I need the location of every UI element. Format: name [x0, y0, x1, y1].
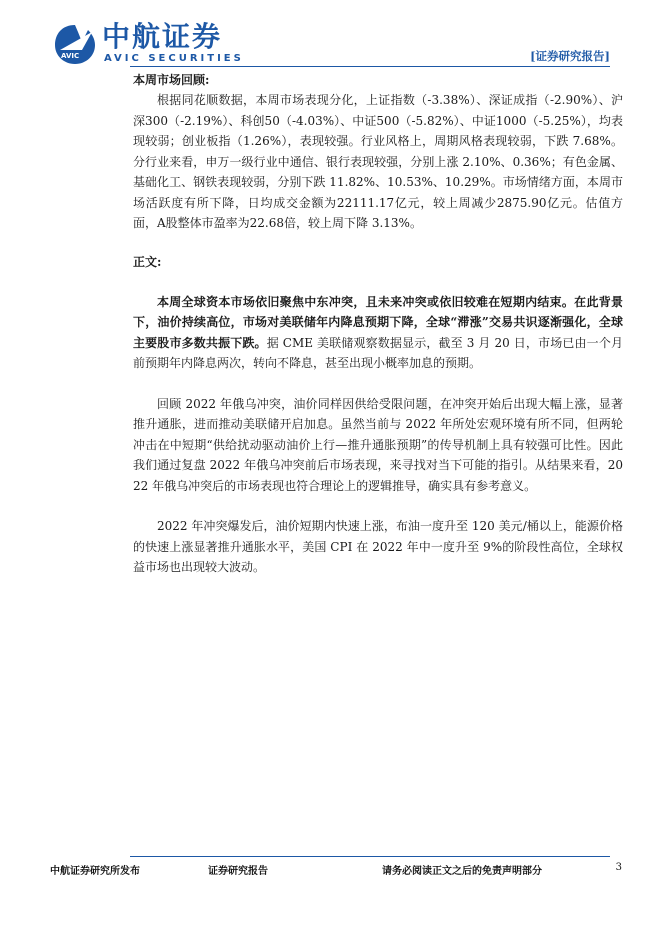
- footer-report-type: 证券研究报告: [208, 866, 268, 877]
- page-footer: [0, 856, 662, 886]
- main-heading: 正文:: [133, 254, 162, 269]
- footer-publisher: 中航证券研究所发布: [50, 866, 140, 877]
- report-category-tag: [证券研究报告]: [530, 49, 610, 63]
- brand-name-cn: 中航证券: [102, 20, 223, 53]
- review-paragraph: 根据同花顺数据，本周市场表现分化，上证指数（-3.38%）、深证成指（-2.90%）、沪深300（-2.19%）、科创50（-4.03%）、中证500（-5.82%）、中证1000（-5.25%），均表现较弱；创业板指（1.26%），表现较强。行业风格上，周期风格表现较弱，下跌 7.68%。分行业来看，申万一级行业中通信、银行表现较强，分别上涨 2.10%、0.36%；有色金属、基础化工、钢铁表现较弱，分别下跌 11.82%、10.53%、10.29%。市场情绪方面，本周市场活跃度有所下降，日均成交金额为22111.17亿元，较上周减少2875.90亿元。估值方面，A股整体市盈率为22.68倍，较上周下降 3.13%。: [133, 93, 623, 230]
- page-header: [0, 0, 662, 70]
- footer-disclaimer: 请务必阅读正文之后的免责声明部分: [382, 866, 542, 877]
- brand-logo: [52, 22, 252, 66]
- brand-name-en: AVIC SECURITIES: [104, 53, 244, 64]
- paragraph-1-bold: 本周全球资本市场依旧聚焦中东冲突，且未来冲突或依旧较难在短期内结束。在此背景下，油价持续高位，市场对美联储年内降息预期下降，全球“滞涨”交易共识逐渐强化，全球主要股市多数共振下跌。: [133, 294, 623, 350]
- paragraph-1-rest: 据 CME 美联储观察数据显示，截至 3 月 20 日，市场已由一个月前预期年内降息两次，转向不降息，甚至出现小概率加息的预期。: [133, 335, 623, 370]
- page-number: 3: [615, 862, 622, 873]
- paragraph-3: 2022 年冲突爆发后，油价短期内快速上涨，布油一度升至 120 美元/桶以上，能源价格的快速上涨显著推升通胀水平，美国 CPI 在 2022 年中一度升至 9%的阶段性高位，全球权益市场也出现较大波动。: [133, 519, 623, 574]
- footer-divider: [130, 856, 610, 857]
- report-body: [133, 70, 623, 578]
- paragraph-1: [133, 292, 623, 374]
- emblem-text: AVIC: [61, 52, 80, 60]
- paragraph-2: 回顾 2022 年俄乌冲突，油价同样因供给受限问题，在冲突开始后出现大幅上涨，显著推升通胀，进而推动美联储开启加息。虽然当前与 2022 年所处宏观环境有所不同，但两轮冲击在中短期“供给扰动驱动油价上行—推升通胀预期”的传导机制上具有较强可比性。因此我们通过复盘 2022 年俄乌冲突前后市场表现，来寻找对当下可能的指引。从结果来看，2022 年俄乌冲突后的市场表现也符合理论上的逻辑推导，确实具有参考意义。: [133, 396, 623, 493]
- review-heading: 本周市场回顾:: [133, 73, 210, 87]
- header-divider: [130, 66, 610, 67]
- avic-emblem-icon: [52, 22, 98, 66]
